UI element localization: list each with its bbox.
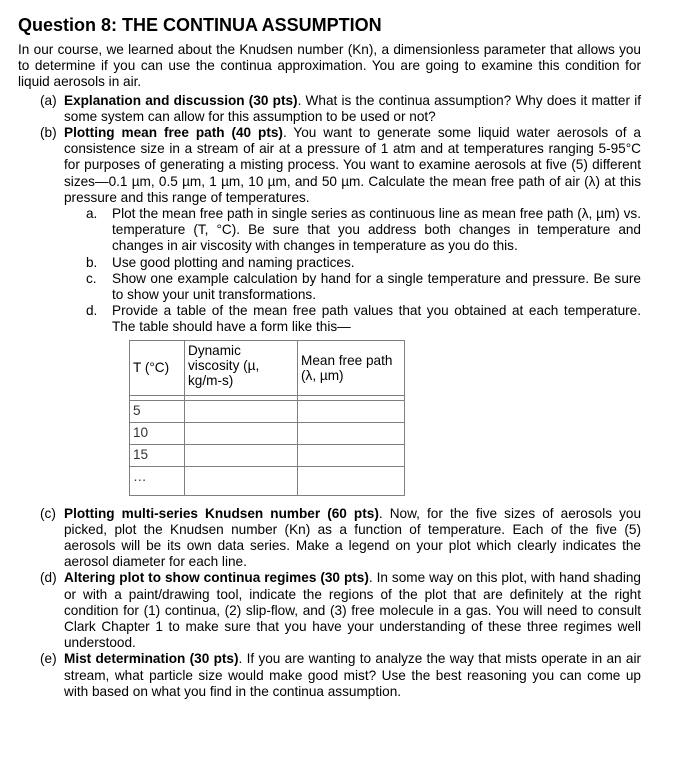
header-temperature: T (°C) <box>130 340 185 395</box>
header-viscosity: Dynamic viscosity (µ, kg/m-s) <box>185 340 298 395</box>
part-label: (a) <box>40 92 57 108</box>
part-label: (e) <box>40 651 57 667</box>
part-e <box>40 651 641 700</box>
subitem-b <box>86 255 641 271</box>
subitem-text: Use good plotting and naming practices. <box>112 254 355 270</box>
part-c <box>40 506 641 571</box>
part-text: . You want to generate some liquid water aerosols of a consistence size in a stream of air at a pressure of 1 atm and at temperatures ranging 5-95°C for purposes of generating a misting process. You want to examine aerosols at five (5) different sizes—0.1 µm, 0.5 µm, 1 µm, 10 µm, and 50 µm. Calculate the mean free path of air (λ) at this pressure and this range of temperatures. <box>64 125 641 205</box>
mean-free-path-table <box>129 340 405 496</box>
subitem-d <box>86 303 641 335</box>
table-row <box>130 422 405 444</box>
subitem-text: Show one example calculation by hand for a single temperature and pressure. Be sure to show your unit transformations. <box>112 270 641 303</box>
part-text: . If you are wanting to analyze the way that mists operate in an air stream, what particle size would make good mist? Use the best reasoning you can come up with based on what you find in the continua assumption. <box>64 651 641 699</box>
subitem-c <box>86 271 641 303</box>
part-heading: Plotting multi-series Knudsen number (60 pts) <box>64 505 379 521</box>
subitem-a <box>86 206 641 255</box>
subitem-text: Plot the mean free path in single series as continuous line as mean free path (λ, µm) vs. temperature (T, °C). Be sure that you address both changes in temperature and changes in air viscosity with changes in temperature as you do this. <box>112 206 641 254</box>
table-row <box>130 444 405 466</box>
question-title: Question 8: THE CONTINUA ASSUMPTION <box>18 15 382 35</box>
part-heading: Explanation and discussion (30 pts) <box>64 92 298 108</box>
table-header-row <box>130 340 405 395</box>
table-cell-temperature: … <box>130 466 185 495</box>
table-row <box>130 466 405 495</box>
subitem-label: b. <box>86 254 98 270</box>
part-text: . What is the continua assumption? Why does it matter if some system can allow for this assumption to be used or not? <box>64 92 642 124</box>
table-cell-temperature: 15 <box>130 444 185 466</box>
part-label: (b) <box>40 125 57 141</box>
part-a <box>40 93 641 125</box>
part-b <box>40 125 641 206</box>
part-heading: Mist determination (30 pts) <box>64 651 239 667</box>
table-cell-temperature: 10 <box>130 422 185 444</box>
part-label: (c) <box>40 505 56 521</box>
subitem-label: c. <box>86 270 97 286</box>
subitem-text: Provide a table of the mean free path values that you obtained at each temperature. The table should have a form like this— <box>112 303 641 335</box>
table-row <box>130 400 405 422</box>
subitem-label: a. <box>86 206 98 222</box>
header-mean-free-path: Mean free path (λ, µm) <box>298 340 405 395</box>
intro-paragraph: In our course, we learned about the Knudsen number (Kn), a dimensionless parameter that allows you to determine if you can use the continua approximation. You are going to examine this condition for liquid aerosols in air. <box>18 42 641 90</box>
part-text: . Now, for the five sizes of aerosols you picked, plot the Knudsen number (Kn) as a function of temperature. Each of the five (5) aerosols will be its own data series. Make a legend on your plot which clearly indicates the aerosol diameter for each line. <box>64 505 642 570</box>
part-text: . In some way on this plot, with hand shading or with a paint/drawing tool, indicate the regions of the plot that are definitely at the right condition for (1) continua, (2) slip-flow, and (3) free molecule in a gas. You will need to consult Clark Chapter 1 to make sure that you have your understanding of these three regimes well understood. <box>64 570 641 651</box>
part-label: (d) <box>40 570 57 586</box>
part-heading: Plotting mean free path (40 pts) <box>64 125 283 141</box>
part-d <box>40 570 641 651</box>
table-cell-temperature: 5 <box>130 400 185 422</box>
subitem-label: d. <box>86 303 98 319</box>
part-heading: Altering plot to show continua regimes (30 pts) <box>64 570 369 586</box>
